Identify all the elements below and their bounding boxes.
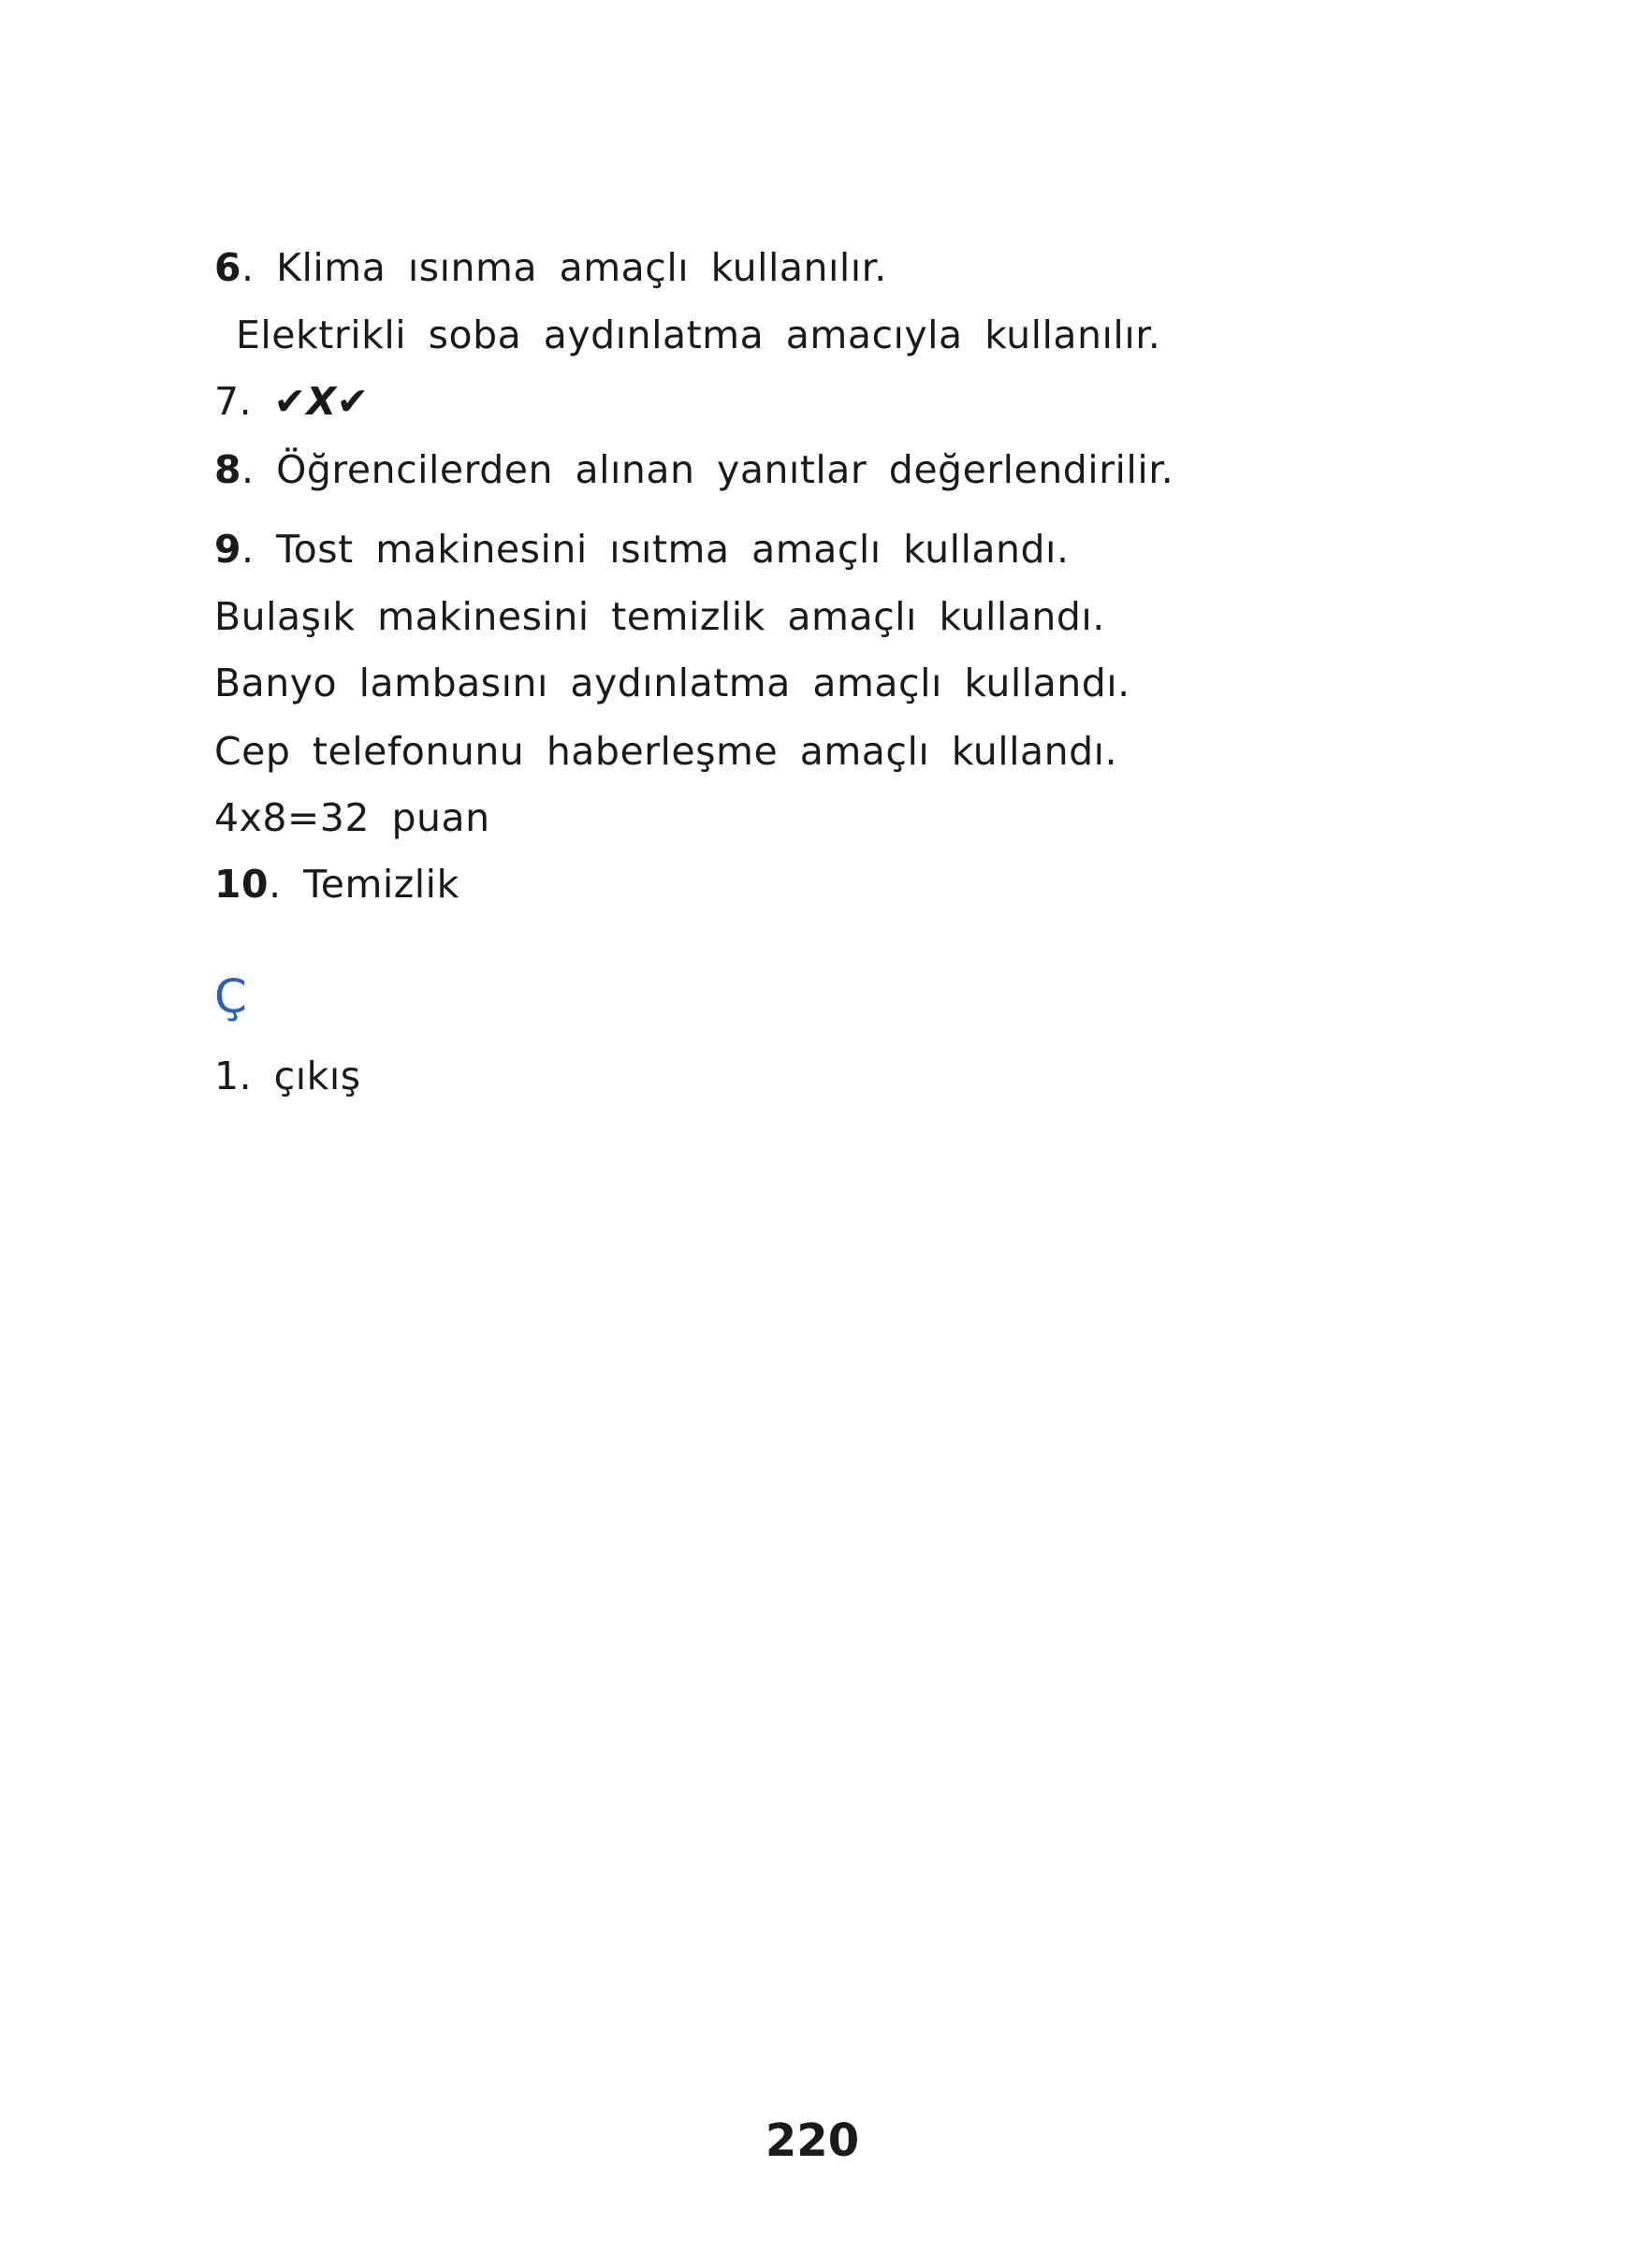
section-heading: Ç — [214, 969, 247, 1024]
answer-8: 8. Öğrencilerden alınan yanıtlar değerlendirilir. — [214, 447, 1174, 492]
answer-text: Öğrencilerden alınan yanıtlar değerlendirilir. — [276, 447, 1174, 492]
check-marks: ✔X✔ — [273, 379, 370, 424]
answer-6-line-1: 6. Klima ısınma amaçlı kullanılır. — [214, 245, 887, 290]
page-number: 220 — [765, 2115, 860, 2167]
answer-9-score: 4x8=32 puan — [214, 795, 490, 840]
item-text: çıkış — [273, 1054, 361, 1098]
item-number: 1. — [214, 1054, 253, 1098]
answer-number: 10 — [214, 862, 270, 907]
answer-number: 9 — [214, 527, 242, 572]
answer-number: 6 — [214, 245, 242, 290]
answer-number: 8 — [214, 447, 242, 492]
section-c-item-1 — [214, 1048, 361, 1104]
answer-9-line-4: Cep telefonunu haberleşme amaçlı kullandı. — [214, 729, 1118, 774]
answer-9-line-3: Banyo lambasını aydınlatma amaçlı kullandı. — [214, 661, 1130, 705]
answer-number: 7 — [214, 379, 240, 424]
answer-text: Klima ısınma amaçlı kullanılır. — [276, 245, 887, 290]
answer-9-line-2: Bulaşık makinesini temizlik amaçlı kullandı. — [214, 594, 1105, 639]
answer-text: Tost makinesini ısıtma amaçlı kullandı. — [276, 527, 1070, 572]
answer-text: Temizlik — [303, 862, 459, 907]
answer-7: 7. ✔X✔ — [214, 379, 370, 424]
answer-9-line-1: 9. Tost makinesini ısıtma amaçlı kullandı. — [214, 527, 1070, 572]
answer-10: 10. Temizlik — [214, 862, 459, 907]
answer-6-line-2: Elektrikli soba aydınlatma amacıyla kullanılır. — [236, 313, 1161, 357]
